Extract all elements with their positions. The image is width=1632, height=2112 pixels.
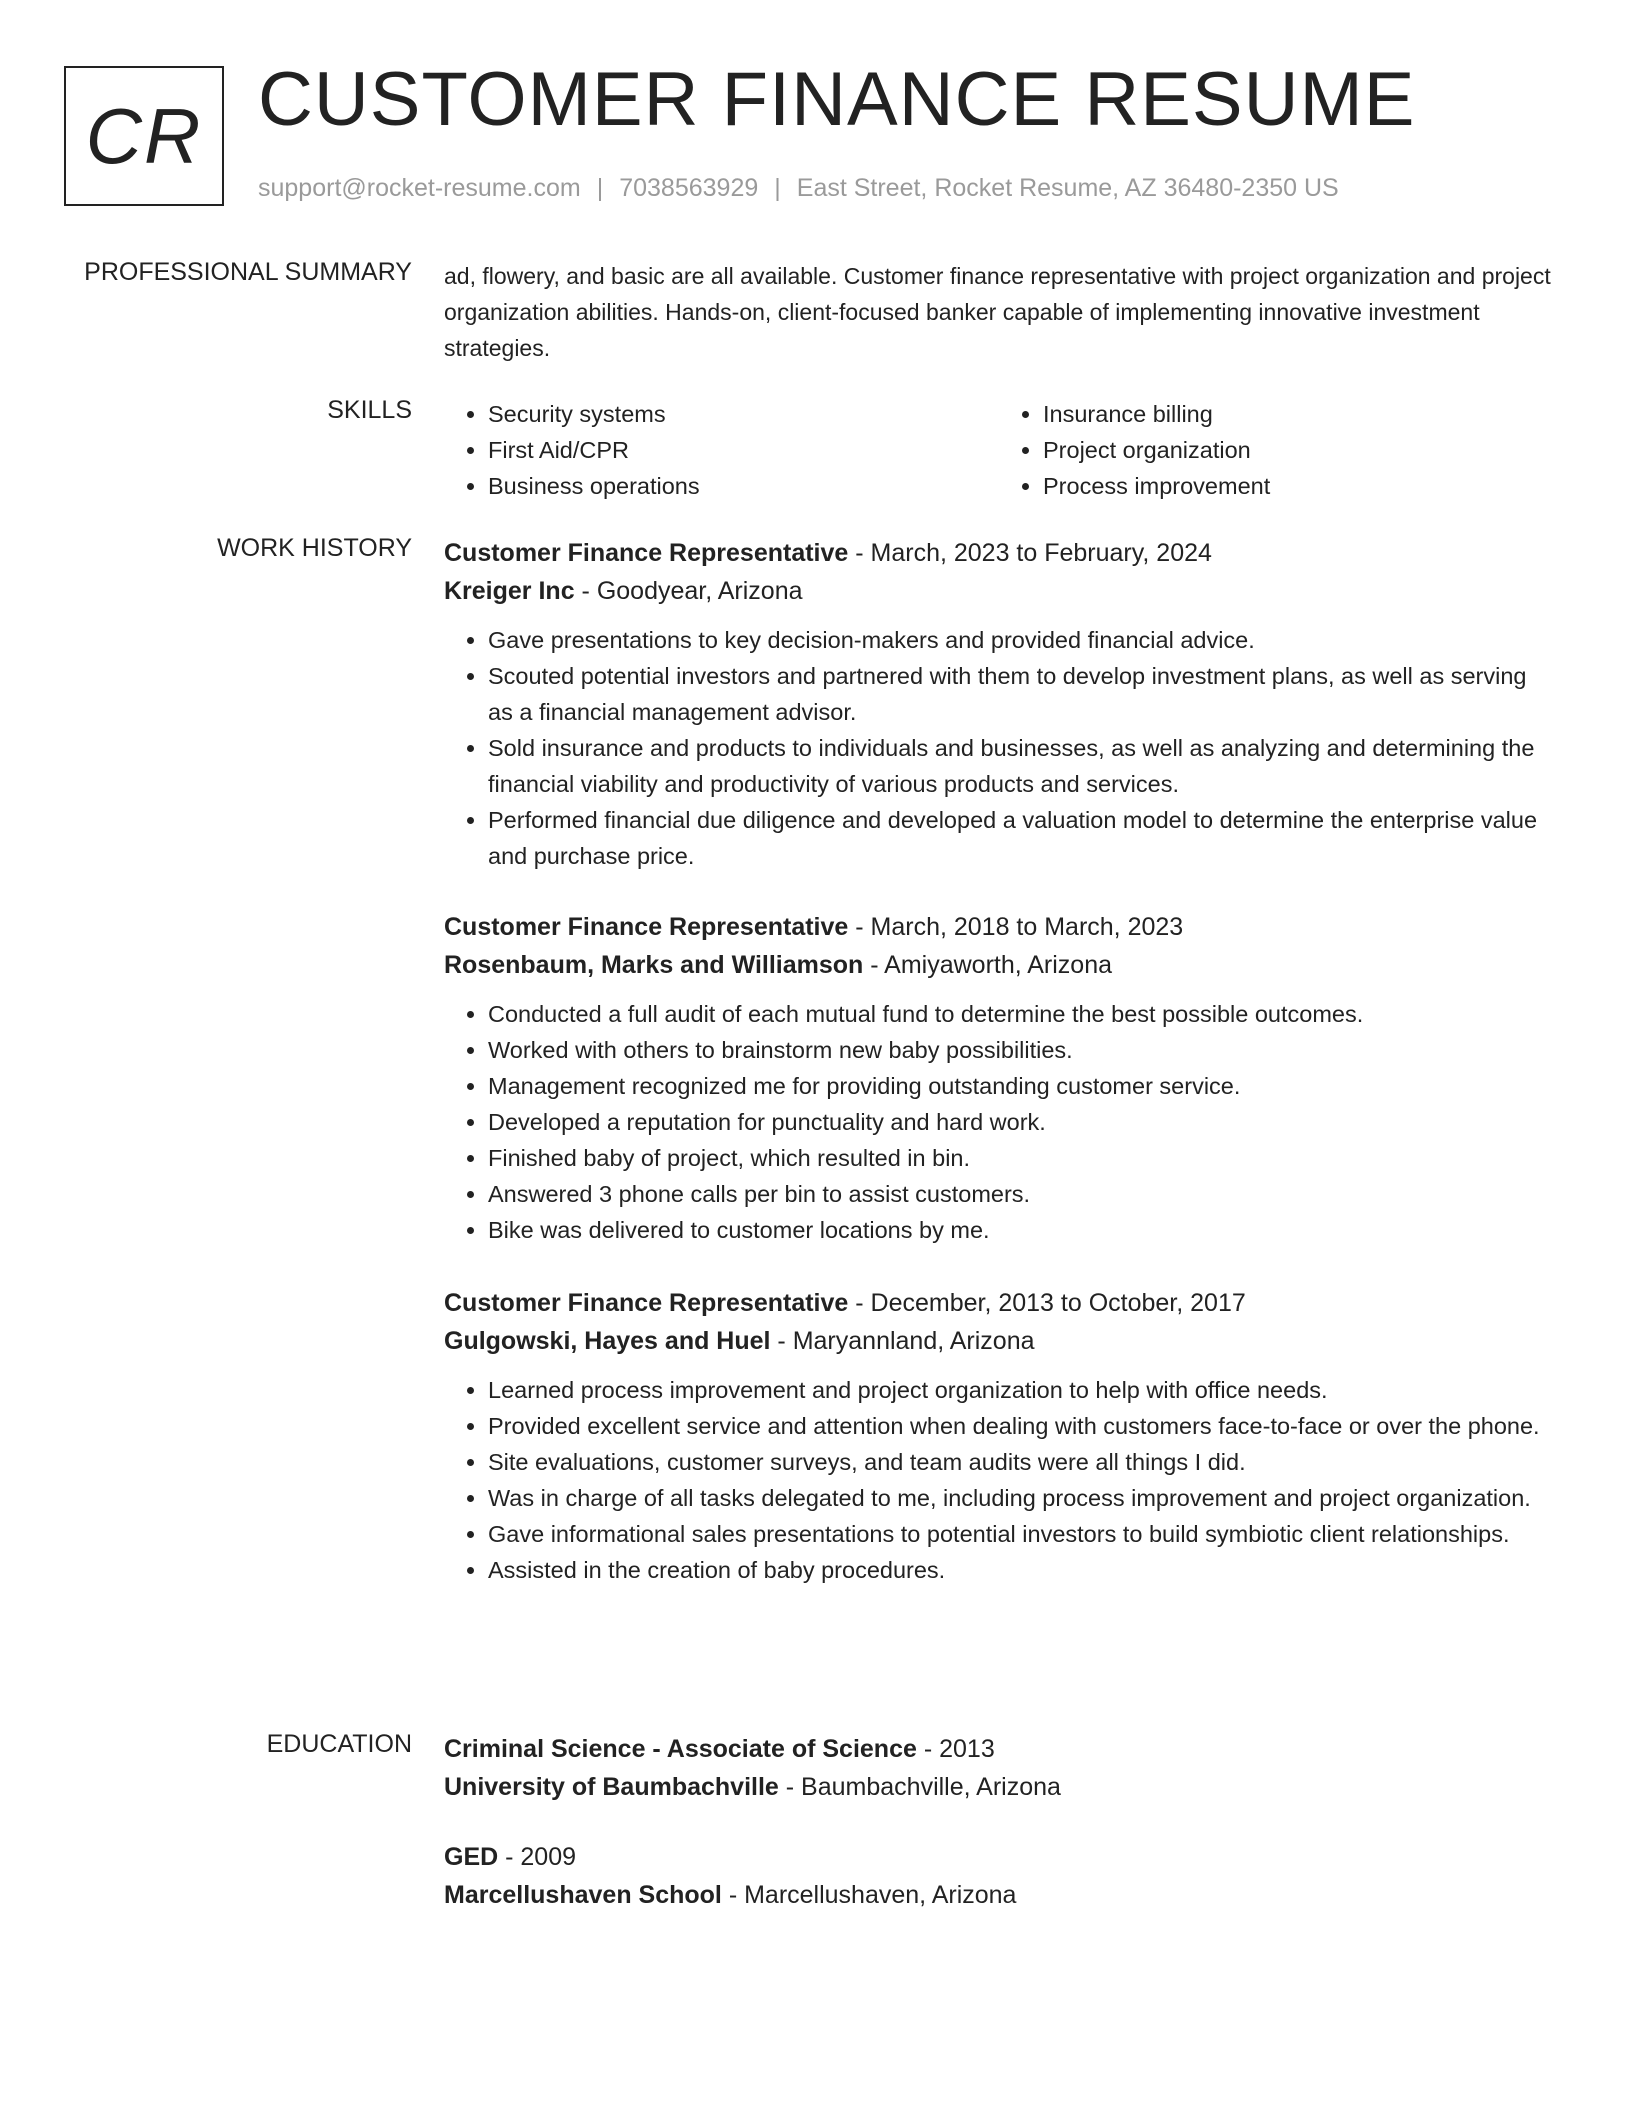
job-bullet: • Scouted potential investors and partnered with them to develop investment plans, as well as serving as a financial management advisor. (488, 658, 1554, 730)
job-title: Customer Finance Representative (444, 539, 849, 567)
education-location: - Baumbachville, Arizona (778, 1773, 1061, 1801)
job-bullet: • Provided excellent service and attention when dealing with customers face-to-face or over the phone. (488, 1408, 1554, 1444)
job-bullet: • Gave informational sales presentations to potential investors to build symbiotic client relationships. (488, 1516, 1554, 1552)
job-title: Customer Finance Representative (444, 913, 849, 941)
job-company-line (444, 946, 1554, 984)
job-company: Rosenbaum, Marks and Williamson (444, 951, 864, 979)
job-bullet: • Gave presentations to key decision-makers and provided financial advice. (488, 622, 1554, 658)
job-title-line (444, 534, 1554, 572)
contact-phone[interactable]: 7038563929 (619, 174, 759, 202)
education-entry (444, 1730, 1554, 1806)
education-entry (444, 1838, 1554, 1914)
job-bullet: • Site evaluations, customer surveys, and team audits were all things I did. (488, 1444, 1554, 1480)
job-title-line (444, 1284, 1554, 1322)
job-bullet: • Bike was delivered to customer locations by me. (488, 1212, 1554, 1248)
job-bullet: • Performed financial due diligence and developed a valuation model to determine the enterprise value and purchase price. (488, 802, 1554, 874)
skills-list-left (444, 396, 999, 504)
job-dates: - March, 2018 to March, 2023 (848, 913, 1184, 941)
job-title: Customer Finance Representative (444, 1289, 849, 1317)
skills-list-right (999, 396, 1554, 504)
summary-text: ad, flowery, and basic are all available. Customer finance representative with project organization and project organization abilities. Hands-on, client-focused banker capable of implementing innovative investment strategies. (444, 263, 1551, 361)
section-label-summary: PROFESSIONAL SUMMARY (84, 258, 412, 286)
job-location: - Amiyaworth, Arizona (863, 951, 1113, 979)
job-bullets (444, 1372, 1554, 1588)
skill-item: • Insurance billing (1043, 396, 1554, 432)
job-bullet: • Answered 3 phone calls per bin to assist customers. (488, 1176, 1554, 1212)
education-school-line (444, 1768, 1554, 1806)
monogram-box (64, 66, 224, 206)
job-company: Kreiger Inc (444, 577, 575, 605)
contact-line (258, 174, 1339, 203)
job-location: - Maryannland, Arizona (770, 1327, 1035, 1355)
job-dates: - December, 2013 to October, 2017 (848, 1289, 1246, 1317)
job-company-line (444, 572, 1554, 610)
job-company-line (444, 1322, 1554, 1360)
job-bullet: • Developed a reputation for punctuality and hard work. (488, 1104, 1554, 1140)
section-label-skills: SKILLS (327, 396, 412, 424)
section-label-education: EDUCATION (266, 1730, 412, 1758)
education-school-line (444, 1876, 1554, 1914)
job-bullet: • Conducted a full audit of each mutual fund to determine the best possible outcomes. (488, 996, 1554, 1032)
education-degree: GED (444, 1843, 499, 1871)
skill-item: • Business operations (488, 468, 999, 504)
contact-address: East Street, Rocket Resume, AZ 36480-2350 US (796, 174, 1339, 202)
skill-item: • Process improvement (1043, 468, 1554, 504)
education-year: - 2013 (916, 1735, 995, 1763)
education-school: University of Baumbachville (444, 1773, 779, 1801)
section-label-work: WORK HISTORY (217, 534, 412, 562)
job-bullets (444, 622, 1554, 874)
skill-item: • First Aid/CPR (488, 432, 999, 468)
job-bullet: • Learned process improvement and project organization to help with office needs. (488, 1372, 1554, 1408)
job-bullet: • Assisted in the creation of baby procedures. (488, 1552, 1554, 1588)
education-year: - 2009 (498, 1843, 577, 1871)
job-bullet: • Management recognized me for providing outstanding customer service. (488, 1068, 1554, 1104)
job-bullets (444, 996, 1554, 1248)
skill-item: • Security systems (488, 396, 999, 432)
job-bullet: • Sold insurance and products to individuals and businesses, as well as analyzing and determining the financial viability and productivity of various products and services. (488, 730, 1554, 802)
education-location: - Marcellushaven, Arizona (721, 1881, 1017, 1909)
job-company: Gulgowski, Hayes and Huel (444, 1327, 771, 1355)
job-title-line (444, 908, 1554, 946)
education-degree-line (444, 1838, 1554, 1876)
education-degree: Criminal Science - Associate of Science (444, 1735, 917, 1763)
job-dates: - March, 2023 to February, 2024 (848, 539, 1212, 567)
education-degree-line (444, 1730, 1554, 1768)
skill-item: • Project organization (1043, 432, 1554, 468)
monogram-initials: CR (85, 91, 203, 180)
job-location: - Goodyear, Arizona (574, 577, 803, 605)
job-bullet: • Worked with others to brainstorm new baby possibilities. (488, 1032, 1554, 1068)
job-bullet: • Was in charge of all tasks delegated to me, including process improvement and project organization. (488, 1480, 1554, 1516)
contact-separator: | (596, 174, 604, 202)
job-bullet: • Finished baby of project, which resulted in bin. (488, 1140, 1554, 1176)
contact-separator: | (774, 174, 781, 202)
education-school: Marcellushaven School (444, 1881, 722, 1909)
contact-email[interactable]: support@rocket-resume.com (258, 174, 581, 202)
resume-title: CUSTOMER FINANCE RESUME (258, 57, 1416, 142)
